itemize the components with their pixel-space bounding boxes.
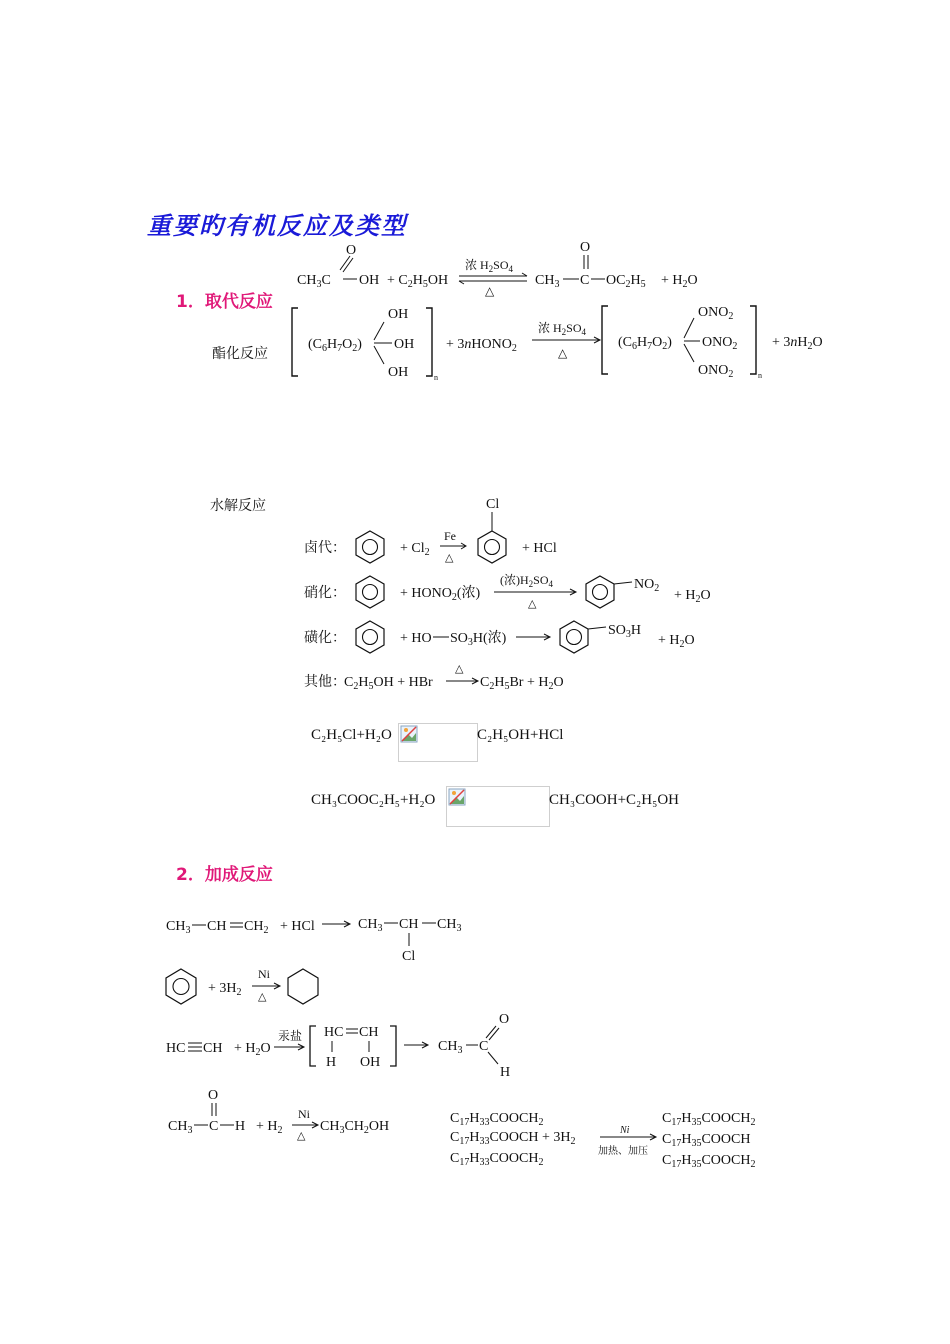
sulfonation-label: 磺化： <box>304 631 346 646</box>
svg-text:OH: OH <box>394 337 415 352</box>
svg-text:CH3: $CH_3$ <box>358 917 383 934</box>
svg-text:H: H <box>500 1065 511 1080</box>
svg-text:OH: OH <box>360 1055 381 1070</box>
svg-text:CH3C: $CH_3C$ <box>297 273 331 290</box>
svg-text:CH3CH2OH: $CH_3CH_2OH$ <box>320 1119 390 1136</box>
svg-text:+ 3H2: + $3H_2$ <box>208 981 242 998</box>
svg-text:+ C2H5OH: + $C_2H_5OH$ <box>387 273 449 290</box>
svg-text:C: C <box>479 1039 489 1054</box>
hydrolysis-label: 水解反应 <box>210 498 266 514</box>
svg-text:H: H <box>326 1055 337 1070</box>
addition-equations <box>160 900 800 1180</box>
svg-text:+ H2O: + $H_2O$ <box>674 588 711 605</box>
svg-text:HC: HC <box>324 1025 344 1040</box>
svg-text:+ HONO2(浓): + $HONO_2$(浓) <box>400 586 481 603</box>
svg-text:+ 3nH2O: + $3nH_2O$ <box>772 335 823 352</box>
svg-text:△: △ <box>455 663 464 675</box>
svg-text:CH3: $CH_3$ <box>438 1039 463 1056</box>
svg-text:Ni: Ni <box>258 967 270 981</box>
svg-text:O: O <box>499 1012 510 1027</box>
svg-text:Ni: Ni <box>298 1107 310 1121</box>
svg-text:CH: CH <box>207 919 227 934</box>
svg-text:(C6H7O2): $(C_6H_7O_2)$ <box>618 335 672 352</box>
svg-text:+ Cl2: + $Cl_2$ <box>400 541 430 558</box>
esterification-label: 酯化反应 <box>212 346 268 362</box>
svg-text:CH3: $CH_3$ <box>168 1119 193 1136</box>
svg-text:n: n <box>758 371 762 380</box>
section-heading-addition: 2．加成反应 <box>176 865 273 885</box>
svg-text:△: △ <box>528 598 537 610</box>
svg-text:+ H2: + $H_2$ <box>256 1119 283 1136</box>
svg-text:n: n <box>434 373 438 382</box>
svg-text:Ni: Ni <box>620 1125 630 1136</box>
svg-text:O: O <box>346 243 357 258</box>
svg-text:△: △ <box>445 552 454 564</box>
svg-text:浓 H2SO4: 浓 $H_2SO_4$ <box>538 321 587 337</box>
svg-text:△: △ <box>258 991 267 1003</box>
svg-text:ONO2: $ONO_2$ <box>698 363 734 380</box>
svg-text:O: O <box>580 240 591 255</box>
broken-image-icon <box>448 788 466 806</box>
broken-image-placeholder <box>398 723 478 762</box>
svg-text:(浓)H2SO4: (浓)$H_2SO_4$ <box>500 573 554 589</box>
svg-text:CH3: $CH_3$ <box>535 273 560 290</box>
svg-text:OC2H5: $OC_2H_5$ <box>606 273 646 290</box>
svg-text:H: H <box>235 1119 246 1134</box>
svg-text:C17H33COOCH2: $C_{17}H_{33}COOCH_2$ <box>450 1151 544 1168</box>
hydrolysis-equation-2-left: CH₃COOC₂H₅+H₂O <box>311 792 436 808</box>
svg-text:+ HO: + HO <box>400 631 432 646</box>
svg-text:+ H2O: + $H_2O$ <box>658 633 695 650</box>
broken-image-placeholder <box>446 786 550 827</box>
svg-text:+ HCl: + HCl <box>522 541 557 556</box>
svg-text:C17H33COOCH2: $C_{17}H_{33}COOCH_2$ <box>450 1111 544 1128</box>
esterification-equation-2 <box>288 300 848 384</box>
page-title: 重要旳有机反应及类型 <box>147 212 407 240</box>
hydrolysis-equation-1-right: C₂H₅OH+HCl <box>477 727 564 743</box>
svg-text:汞盐: 汞盐 <box>278 1029 303 1043</box>
svg-text:C2H5OH + HBr: $C_2H_5OH$ + HBr <box>344 675 433 692</box>
svg-text:CH: CH <box>203 1041 223 1056</box>
svg-text:+ H2O: + $H_2O$ <box>234 1041 271 1058</box>
benzene-substitution-equations <box>300 490 740 700</box>
esterification-equation-1 <box>295 238 715 298</box>
svg-text:浓 H2SO4: 浓 $H_2SO_4$ <box>465 258 514 274</box>
svg-text:OH: OH <box>388 307 409 322</box>
svg-text:SO3H: $SO_3H$ <box>608 623 642 640</box>
svg-text:ONO2: $ONO_2$ <box>698 305 734 322</box>
svg-text:(C6H7O2): $(C_6H_7O_2)$ <box>308 337 362 354</box>
svg-text:C: C <box>209 1119 219 1134</box>
svg-text:OH: OH <box>359 273 380 288</box>
svg-text:HC: HC <box>166 1041 186 1056</box>
svg-text:C2H5Br + H2O: $C_2H_5Br + H_2O$ <box>480 675 564 692</box>
svg-text:加热、加压: 加热、加压 <box>598 1146 648 1157</box>
svg-text:Cl: Cl <box>402 949 416 964</box>
svg-text:CH: CH <box>359 1025 379 1040</box>
halogenation-label: 卤代： <box>304 541 346 556</box>
svg-text:CH3: $CH_3$ <box>437 917 462 934</box>
svg-text:△: △ <box>485 284 495 298</box>
svg-text:SO3H(浓): $SO_3H$(浓) <box>450 631 507 648</box>
svg-text:+ HCl: + HCl <box>280 919 315 934</box>
other-label: 其他： <box>304 675 346 690</box>
svg-text:CH: CH <box>399 917 419 932</box>
svg-text:O: O <box>208 1088 219 1103</box>
nitration-label: 硝化： <box>304 586 346 601</box>
svg-text:△: △ <box>558 346 568 360</box>
hydrolysis-equation-2-right: CH₃COOH+C₂H₅OH <box>549 792 679 808</box>
broken-image-icon <box>400 725 418 743</box>
svg-text:ONO2: $ONO_2$ <box>702 335 738 352</box>
svg-text:C: C <box>580 273 590 288</box>
svg-text:CH2: $CH_2$ <box>244 919 269 936</box>
svg-text:C17H35COOCH2: $C_{17}H_{35}COOCH_2$ <box>662 1111 756 1128</box>
svg-text:CH3: $CH_3$ <box>166 919 191 936</box>
svg-text:OH: OH <box>388 365 409 380</box>
svg-text:△: △ <box>297 1130 306 1142</box>
section-heading-substitution: 1．取代反应 <box>176 292 273 312</box>
svg-text:Fe: Fe <box>444 529 456 543</box>
svg-text:+ H2O: + $H_2O$ <box>661 273 698 290</box>
hydrolysis-equation-1-left: C₂H₅Cl+H₂O <box>311 727 392 743</box>
svg-text:NO2: $NO_2$ <box>634 577 660 594</box>
svg-text:Cl: Cl <box>486 497 500 512</box>
svg-text:+ 3nHONO2: + 3nHONO$_2$ <box>446 337 517 354</box>
svg-text:C17H33COOCH + 3H2: $C_{17}H_{33}COOCH + 3H_2$ <box>450 1130 576 1147</box>
svg-text:C17H35COOCH: $C_{17}H_{35}COOCH$ <box>662 1132 751 1149</box>
svg-text:C17H35COOCH2: $C_{17}H_{35}COOCH_2$ <box>662 1153 756 1170</box>
